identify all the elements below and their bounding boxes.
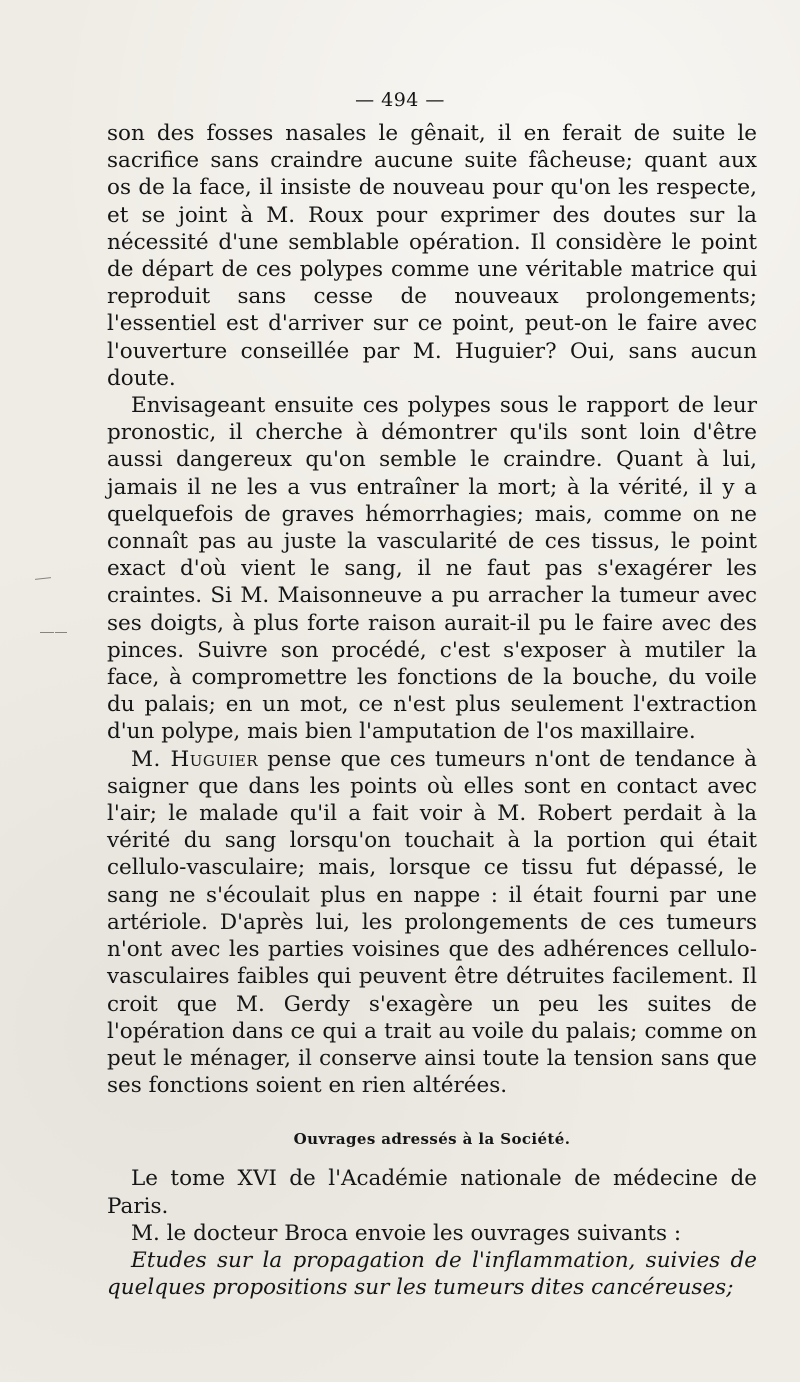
paragraph-prognosis: Envisageant ensuite ces polypes sous le rapport de leur pronostic, il cherche à démontrer qu'ils sont loin d'être aussi dangereux qu'on semble le craindre. Quant à lui, jamais il ne les a vus entraîner la mort; à la vérité, il y a quelquefois de graves hémorrhagies; mais, comme on ne connaît pas au juste la vascularité de ces tissus, le point exact d'où vient le sang, il ne faut pas s'exagérer les craintes. Si M. Maisonneuve a pu arracher la tumeur avec ses doigts, à plus forte raison aurait-il pu le faire avec des pinces. Suivre son procédé, c'est s'exposer à mutiler la face, à compromettre les fonctions de la bouche, du voile du palais; en un mot, ce n'est plus seulement l'extraction d'un polype, mais bien l'amputation de l'os maxillaire.: [107, 393, 757, 745]
paragraph-huguier: [107, 746, 757, 1100]
received-work-item: M. le docteur Broca envoie les ouvrages suivants :: [131, 1220, 682, 1246]
paragraph-huguier-text: pense que ces tumeurs n'ont de tendance à saigner que dans les points où elles sont en contact avec l'air; le malade qu'il a fait voir à M. Robert perdait à la vérité du sang lorsqu'on touchait à la portion qui était cellulo-vasculaire; mais, lorsque ce tissu fut dépassé, le sang ne s'écoulait plus en nappe : il était fourni par une artériole. D'après lui, les prolongements de ces tumeurs n'ont avec les parties voisines que des adhérences cellulo-vasculaires faibles qui peuvent être détruites facilement. Il croit que M. Gerdy s'exagère un peu les suites de l'opération dans ce qui a trait au voile du palais; comme on peut le ménager, il conserve ainsi toute la tension sans que ses fonctions soient en rien altérées.: [107, 746, 757, 1099]
speaker-name: M. Huguier: [131, 746, 259, 772]
scan-margin-mark: [40, 632, 54, 633]
received-work-title: Etudes sur la propagation de l'inflammation, suivies de quelques propositions sur les tumeurs dites cancéreuses;: [107, 1247, 757, 1301]
document-body: [107, 120, 757, 1301]
section-heading: Ouvrages adressés à la Société.: [293, 1130, 571, 1149]
paragraph-continuation: son des fosses nasales le gênait, il en ferait de suite le sacrifice sans craindre aucune suite fâcheuse; quant aux os de la face, il insiste de nouveau pour qu'on les respecte, et se joint à M. Roux pour exprimer des doutes sur la nécessité d'une semblable opération. Il considère le point de départ de ces polypes comme une véritable matrice qui reproduit sans cesse de nouveaux prolongements; l'essentiel est d'arriver sur ce point, peut-on le faire avec l'ouverture conseillée par M. Huguier? Oui, sans aucun doute.: [107, 121, 757, 391]
scan-margin-mark: [35, 577, 51, 580]
page-number: — 494 —: [355, 89, 445, 111]
received-work-item: Le tome XVI de l'Académie nationale de médecine de Paris.: [107, 1166, 757, 1219]
scan-margin-mark: [55, 632, 67, 633]
